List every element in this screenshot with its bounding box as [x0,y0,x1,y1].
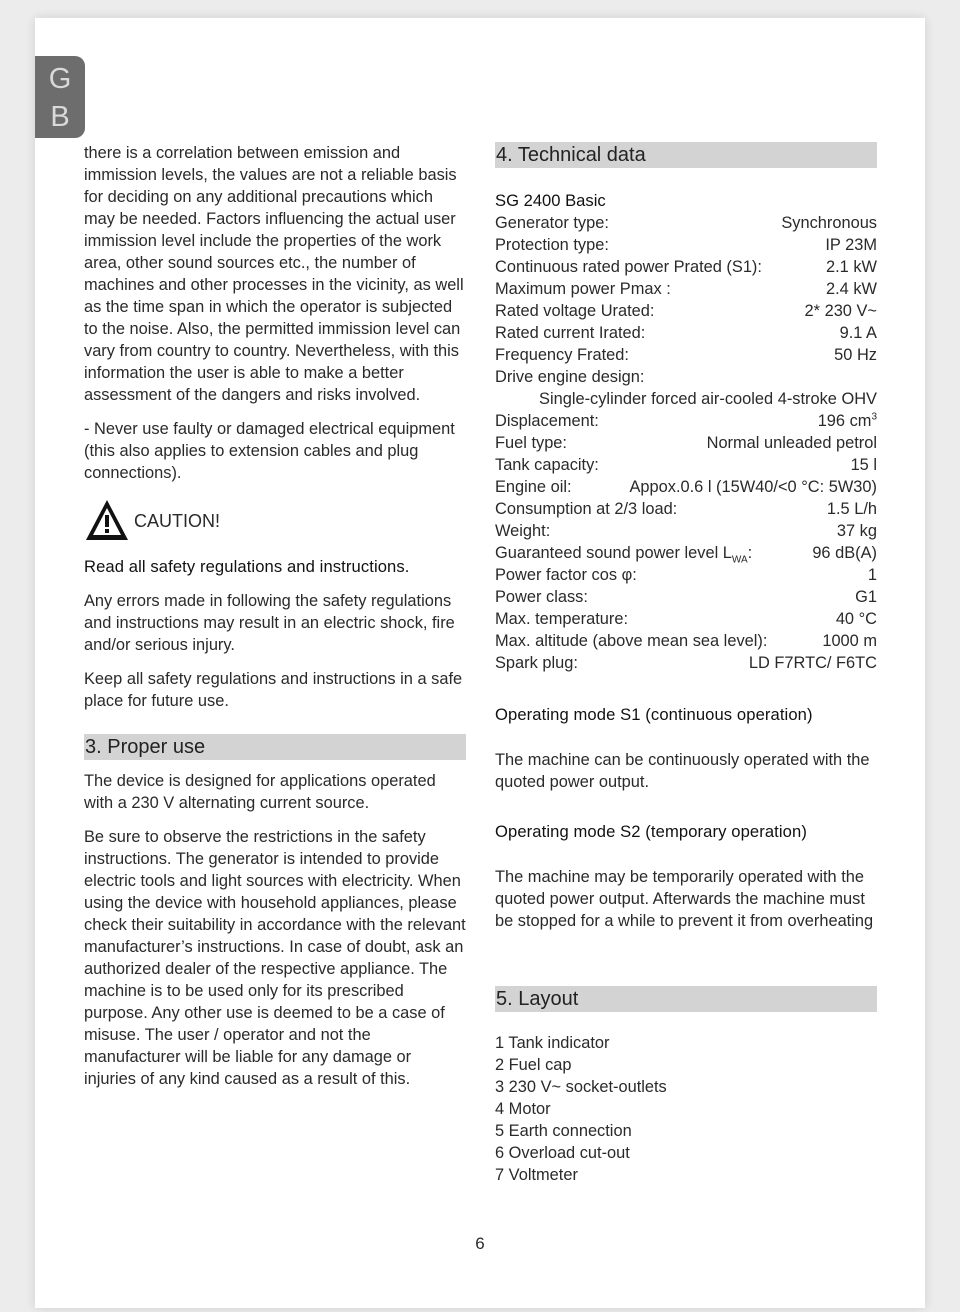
spec-row [495,652,877,674]
spec-value: G1 [855,588,877,606]
spec-value: 15 l [850,456,877,474]
spec-value: LD F7RTC/ F6TC [748,654,877,672]
paragraph-errors: Any errors made in following the safety regulations and instructions may result in an electric shock, fire and/or serious injury. [84,592,455,654]
spec-label: Tank capacity: [495,456,599,474]
spec-value: Single-cylinder forced air-cooled 4-stroke OHV [539,390,877,408]
language-tab-letter: G [48,63,72,95]
spec-table [495,564,877,674]
spec-label: Engine oil: [495,478,572,496]
caution-block [84,496,466,544]
spec-label: Rated current Irated: [495,324,646,342]
right-column [495,142,877,1186]
paragraph-s2: The machine may be temporarily operated with the quoted power output. Afterwards the machine must be stopped for a while to prevent it from overheating [495,868,874,930]
spec-value: 50 Hz [834,346,877,364]
spec-value: Normal unleaded petrol [706,434,877,452]
spec-value: 96 dB(A) [812,544,877,562]
spec-row [495,454,877,476]
page-number: 6 [475,1234,485,1253]
spec-value: 37 kg [836,522,877,540]
spec-value: 1000 m [822,632,877,650]
paragraph-immission: there is a correlation between emission and immission levels, the values are not a reliable basis for deciding on any additional precautions which may be needed. Factors influencing the actual user immission level include the properties of the work area, other sound sources etc., the number of machines and other processes in the vicinity, as well as the time span in which the operator is subjected to the noise. Also, the permitted immission level can vary from country to country. Nevertheless, with this information the user is able to make a better assessment of the dangers and risks involved. [84,144,464,404]
document-page [35,18,925,1308]
spec-label: Max. altitude (above mean sea level): [495,632,768,650]
spec-label: Max. temperature: [495,610,628,628]
paragraph-device-designed: The device is designed for applications operated with a 230 V alternating current source. [84,772,436,812]
spec-value: 1.5 L/h [826,500,877,518]
spec-value: 1 [867,566,877,584]
spec-row [495,278,877,300]
spec-label: Protection type: [495,236,609,254]
spec-row [495,630,877,652]
spec-label: Drive engine design: [495,368,645,386]
spec-label: Rated voltage Urated: [495,302,655,320]
spec-value: 2.4 kW [825,280,877,298]
heading-operating-mode-s1: Operating mode S1 (continuous operation) [495,705,813,724]
spec-value: 2.1 kW [825,258,877,276]
spec-row [495,234,877,256]
layout-list-item: 2 Fuel cap [495,1056,572,1074]
layout-list-item: 6 Overload cut-out [495,1144,630,1162]
spec-label: Power factor cos φ: [495,566,637,584]
layout-list-item: 7 Voltmeter [495,1166,578,1184]
spec-label: Spark plug: [495,654,578,672]
spec-value: Synchronous [781,214,877,232]
spec-row [495,608,877,630]
spec-row [495,498,877,520]
language-tab [35,56,85,138]
spec-value: 2* 230 V~ [804,302,877,320]
spec-row [495,432,877,454]
heading-operating-mode-s2: Operating mode S2 (temporary operation) [495,822,807,841]
spec-label: Generator type: [495,214,609,232]
model-name: SG 2400 Basic [495,191,606,210]
spec-row [495,410,877,432]
spec-label: Weight: [495,522,551,540]
left-column [84,142,466,1090]
paragraph-restrictions: Be sure to observe the restrictions in the safety instructions. The generator is intended to provide electric tools and light sources with electricity. When using the device with household appliances, please check their suitability in accordance with the relevant manufacturer’s instructions. In case of doubt, ask an authorized dealer of the respective appliance. The machine is to be used only for its prescribed purpose. Any other use is deemed to be a case of misuse. The user / operator and not the manufacturer will be liable for any damage or injuries of any kind caused as a result of this. [84,828,466,1088]
layout-list-item: 1 Tank indicator [495,1034,610,1052]
spec-row [495,520,877,542]
layout-list-item: 5 Earth connection [495,1122,632,1140]
spec-table [495,212,877,366]
spec-label: Maximum power Pmax : [495,280,671,298]
layout-list [495,1032,877,1186]
spec-row [495,586,877,608]
paragraph-keep-regulations: Keep all safety regulations and instructions in a safe place for future use. [84,670,463,710]
spec-row [495,300,877,322]
layout-list-item: 4 Motor [495,1100,551,1118]
spec-row [495,366,877,388]
spec-label: Continuous rated power Prated (S1): [495,258,762,276]
spec-value: 196 $cm^3$ [817,411,877,430]
paragraph-s1: The machine can be continuously operated with the quoted power output. [495,751,870,791]
language-tab-letter: B [50,101,70,133]
spec-row [495,564,877,586]
paragraph-read-regulations: Read all safety regulations and instructions. [84,557,410,576]
spec-row [495,344,877,366]
spec-value: 40 °C [835,610,877,628]
spec-label: Power class: [495,588,588,606]
spec-value: 9.1 A [839,324,877,342]
warning-triangle-icon [84,498,130,542]
layout-list-item: 3 230 V~ socket-outlets [495,1078,667,1096]
spec-label: Fuel type: [495,434,567,452]
section-heading-layout: 5. Layout [495,986,877,1012]
paragraph-faulty-equipment: - Never use faulty or damaged electrical equipment (this also applies to extension cables and plug connections). [84,420,455,482]
spec-value: IP 23M [825,236,877,254]
spec-table [495,432,877,542]
spec-row [495,322,877,344]
spec-row [495,542,877,564]
caution-label: CAUTION! [134,510,221,531]
spec-label: Guaranteed sound power level $L_{WA}$: [495,544,753,566]
spec-row [495,212,877,234]
section-heading-proper-use: 3. Proper use [84,734,466,760]
spec-label: Frequency Frated: [495,346,629,364]
section-heading-technical-data: 4. Technical data [495,142,877,168]
spec-label: Displacement: [495,412,599,430]
spec-value: Appox.0.6 l (15W40/<0 °C: 5W30) [629,478,877,496]
spec-row [495,476,877,498]
spec-label: Consumption at 2/3 load: [495,500,678,518]
spec-row [495,256,877,278]
